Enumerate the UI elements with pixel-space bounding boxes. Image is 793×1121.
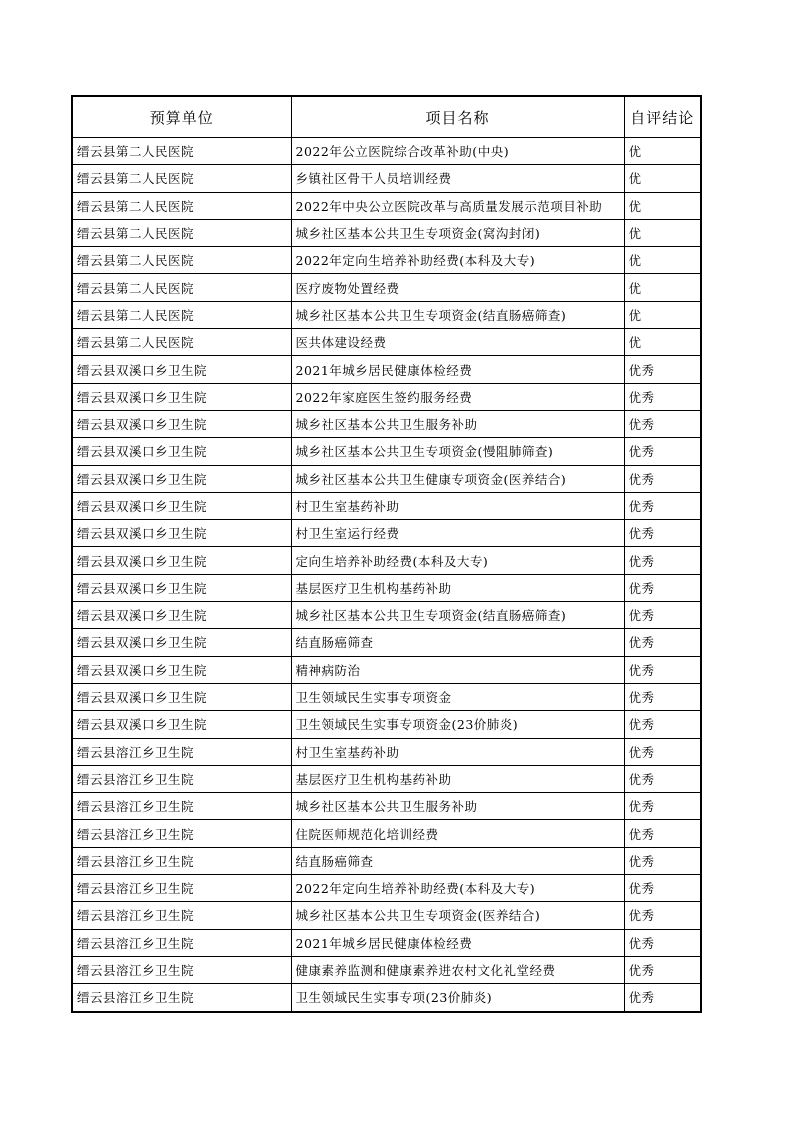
budget-unit-cell: 缙云县溶江乡卫生院 — [72, 929, 291, 956]
budget-unit-cell: 缙云县双溪口乡卫生院 — [72, 465, 291, 492]
project-name-cell: 城乡社区基本公共卫生健康专项资金(医养结合) — [291, 465, 624, 492]
project-name-cell: 卫生领域民生实事专项(23价肺炎) — [291, 984, 624, 1012]
project-name-cell: 2022年定向生培养补助经费(本科及大专) — [291, 247, 624, 274]
budget-unit-cell: 缙云县第二人民医院 — [72, 274, 291, 301]
project-name-cell: 村卫生室运行经费 — [291, 520, 624, 547]
budget-unit-cell: 缙云县双溪口乡卫生院 — [72, 438, 291, 465]
budget-unit-cell: 缙云县第二人民医院 — [72, 219, 291, 246]
table-row — [72, 629, 701, 656]
budget-unit-cell: 缙云县双溪口乡卫生院 — [72, 574, 291, 601]
table-row — [72, 465, 701, 492]
self-evaluation-cell: 优秀 — [624, 820, 701, 847]
self-evaluation-cell: 优秀 — [624, 902, 701, 929]
table-row — [72, 956, 701, 983]
self-evaluation-cell: 优秀 — [624, 738, 701, 765]
project-name-cell: 2021年城乡居民健康体检经费 — [291, 356, 624, 383]
header-project-name: 项目名称 — [291, 96, 624, 138]
self-evaluation-cell: 优秀 — [624, 356, 701, 383]
budget-unit-cell: 缙云县双溪口乡卫生院 — [72, 711, 291, 738]
table-row — [72, 438, 701, 465]
project-name-cell: 城乡社区基本公共卫生专项资金(医养结合) — [291, 902, 624, 929]
budget-unit-cell: 缙云县溶江乡卫生院 — [72, 984, 291, 1012]
project-name-cell: 卫生领域民生实事专项资金 — [291, 683, 624, 710]
project-name-cell: 医疗废物处置经费 — [291, 274, 624, 301]
table-row — [72, 875, 701, 902]
budget-unit-cell: 缙云县双溪口乡卫生院 — [72, 410, 291, 437]
project-name-cell: 基层医疗卫生机构基药补助 — [291, 765, 624, 792]
project-name-cell: 医共体建设经费 — [291, 329, 624, 356]
table-row — [72, 520, 701, 547]
project-name-cell: 2021年城乡居民健康体检经费 — [291, 929, 624, 956]
budget-unit-cell: 缙云县双溪口乡卫生院 — [72, 656, 291, 683]
project-name-cell: 城乡社区基本公共卫生专项资金(窝沟封闭) — [291, 219, 624, 246]
self-evaluation-cell: 优秀 — [624, 711, 701, 738]
budget-unit-cell: 缙云县溶江乡卫生院 — [72, 820, 291, 847]
budget-unit-cell: 缙云县双溪口乡卫生院 — [72, 683, 291, 710]
project-name-cell: 城乡社区基本公共卫生专项资金(慢阻肺筛查) — [291, 438, 624, 465]
self-evaluation-cell: 优秀 — [624, 410, 701, 437]
self-evaluation-cell: 优秀 — [624, 847, 701, 874]
table-row — [72, 301, 701, 328]
self-evaluation-cell: 优秀 — [624, 656, 701, 683]
self-evaluation-cell: 优 — [624, 329, 701, 356]
self-evaluation-cell: 优秀 — [624, 383, 701, 410]
table-row — [72, 765, 701, 792]
budget-unit-cell: 缙云县溶江乡卫生院 — [72, 765, 291, 792]
project-name-cell: 结直肠癌筛查 — [291, 629, 624, 656]
self-evaluation-cell: 优秀 — [624, 629, 701, 656]
table-row — [72, 165, 701, 192]
budget-unit-cell: 缙云县溶江乡卫生院 — [72, 956, 291, 983]
self-evaluation-cell: 优秀 — [624, 520, 701, 547]
table-row — [72, 656, 701, 683]
project-name-cell: 村卫生室基药补助 — [291, 738, 624, 765]
self-evaluation-cell: 优秀 — [624, 875, 701, 902]
self-evaluation-cell: 优 — [624, 192, 701, 219]
project-name-cell: 定向生培养补助经费(本科及大专) — [291, 547, 624, 574]
self-evaluation-cell: 优秀 — [624, 492, 701, 519]
project-name-cell: 2022年公立医院综合改革补助(中央) — [291, 138, 624, 165]
header-self-evaluation: 自评结论 — [624, 96, 701, 138]
table-row — [72, 847, 701, 874]
self-evaluation-cell: 优 — [624, 219, 701, 246]
project-name-cell: 乡镇社区骨干人员培训经费 — [291, 165, 624, 192]
budget-unit-cell: 缙云县溶江乡卫生院 — [72, 793, 291, 820]
project-name-cell: 城乡社区基本公共卫生专项资金(结直肠癌筛查) — [291, 301, 624, 328]
table-row — [72, 492, 701, 519]
budget-unit-cell: 缙云县溶江乡卫生院 — [72, 847, 291, 874]
table-row — [72, 274, 701, 301]
project-name-cell: 健康素养监测和健康素养进农村文化礼堂经费 — [291, 956, 624, 983]
table-body — [72, 138, 701, 1012]
table-row — [72, 247, 701, 274]
budget-unit-cell: 缙云县溶江乡卫生院 — [72, 902, 291, 929]
budget-unit-cell: 缙云县第二人民医院 — [72, 329, 291, 356]
table-row — [72, 356, 701, 383]
project-name-cell: 2022年定向生培养补助经费(本科及大专) — [291, 875, 624, 902]
table-row — [72, 219, 701, 246]
self-evaluation-cell: 优 — [624, 247, 701, 274]
table-row — [72, 138, 701, 165]
budget-unit-cell: 缙云县双溪口乡卫生院 — [72, 492, 291, 519]
table-row — [72, 192, 701, 219]
budget-unit-cell: 缙云县第二人民医院 — [72, 192, 291, 219]
table-row — [72, 602, 701, 629]
self-evaluation-cell: 优 — [624, 274, 701, 301]
header-budget-unit: 预算单位 — [72, 96, 291, 138]
project-name-cell: 城乡社区基本公共卫生服务补助 — [291, 793, 624, 820]
budget-unit-cell: 缙云县双溪口乡卫生院 — [72, 602, 291, 629]
self-evaluation-cell: 优 — [624, 165, 701, 192]
self-evaluation-cell: 优 — [624, 138, 701, 165]
project-name-cell: 卫生领域民生实事专项资金(23价肺炎) — [291, 711, 624, 738]
project-name-cell: 2022年中央公立医院改革与高质量发展示范项目补助 — [291, 192, 624, 219]
self-evaluation-cell: 优秀 — [624, 438, 701, 465]
budget-evaluation-table — [71, 95, 702, 1013]
project-name-cell: 城乡社区基本公共卫生专项资金(结直肠癌筛查) — [291, 602, 624, 629]
table-row — [72, 793, 701, 820]
budget-unit-cell: 缙云县双溪口乡卫生院 — [72, 629, 291, 656]
table-row — [72, 410, 701, 437]
budget-unit-cell: 缙云县双溪口乡卫生院 — [72, 356, 291, 383]
self-evaluation-cell: 优秀 — [624, 765, 701, 792]
budget-unit-cell: 缙云县双溪口乡卫生院 — [72, 547, 291, 574]
budget-unit-cell: 缙云县溶江乡卫生院 — [72, 875, 291, 902]
table-row — [72, 902, 701, 929]
budget-unit-cell: 缙云县第二人民医院 — [72, 301, 291, 328]
project-name-cell: 精神病防治 — [291, 656, 624, 683]
self-evaluation-cell: 优秀 — [624, 793, 701, 820]
self-evaluation-cell: 优秀 — [624, 547, 701, 574]
project-name-cell: 城乡社区基本公共卫生服务补助 — [291, 410, 624, 437]
table-header-row — [72, 96, 701, 138]
self-evaluation-cell: 优秀 — [624, 984, 701, 1012]
self-evaluation-cell: 优秀 — [624, 929, 701, 956]
budget-unit-cell: 缙云县第二人民医院 — [72, 247, 291, 274]
table-row — [72, 574, 701, 601]
self-evaluation-cell: 优秀 — [624, 683, 701, 710]
table-row — [72, 547, 701, 574]
table-row — [72, 738, 701, 765]
self-evaluation-cell: 优秀 — [624, 574, 701, 601]
project-name-cell: 2022年家庭医生签约服务经费 — [291, 383, 624, 410]
budget-unit-cell: 缙云县溶江乡卫生院 — [72, 738, 291, 765]
project-name-cell: 村卫生室基药补助 — [291, 492, 624, 519]
budget-unit-cell: 缙云县双溪口乡卫生院 — [72, 383, 291, 410]
table-row — [72, 329, 701, 356]
budget-unit-cell: 缙云县第二人民医院 — [72, 138, 291, 165]
project-name-cell: 基层医疗卫生机构基药补助 — [291, 574, 624, 601]
table-row — [72, 984, 701, 1012]
table-row — [72, 683, 701, 710]
self-evaluation-cell: 优 — [624, 301, 701, 328]
self-evaluation-cell: 优秀 — [624, 465, 701, 492]
budget-unit-cell: 缙云县双溪口乡卫生院 — [72, 520, 291, 547]
table-row — [72, 820, 701, 847]
project-name-cell: 结直肠癌筛查 — [291, 847, 624, 874]
project-name-cell: 住院医师规范化培训经费 — [291, 820, 624, 847]
self-evaluation-cell: 优秀 — [624, 602, 701, 629]
table-row — [72, 929, 701, 956]
self-evaluation-cell: 优秀 — [624, 956, 701, 983]
table-row — [72, 383, 701, 410]
budget-unit-cell: 缙云县第二人民医院 — [72, 165, 291, 192]
table-row — [72, 711, 701, 738]
